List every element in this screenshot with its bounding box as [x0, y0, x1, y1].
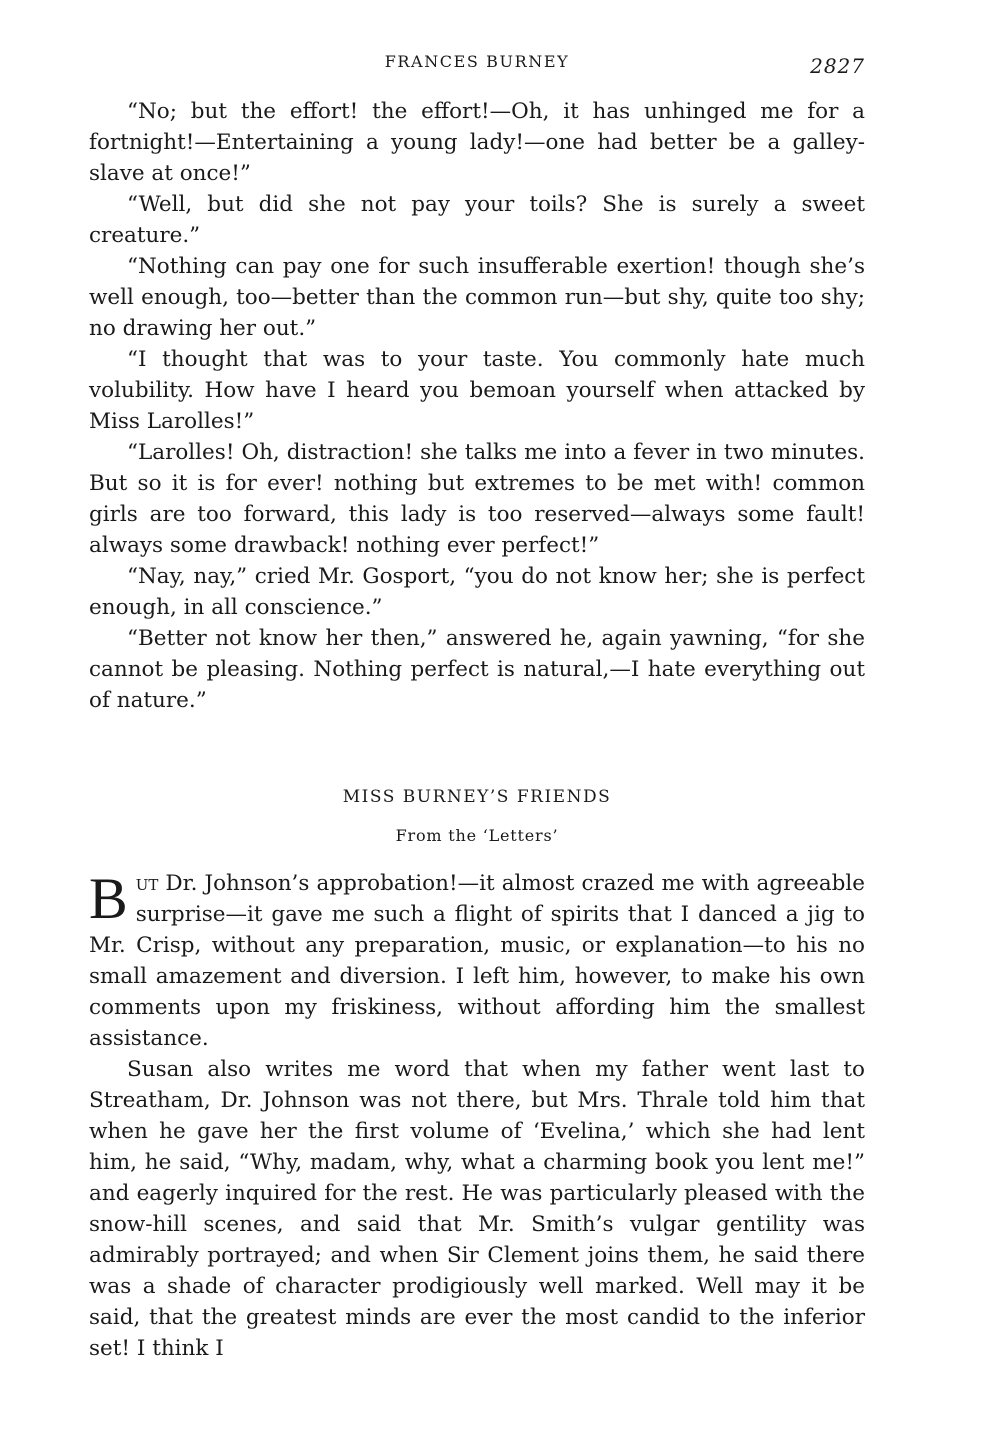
paragraph: “I thought that was to your taste. You commonly hate much volubility. How have I heard you bemoan yourself when attacked by Miss Larolles!”: [89, 347, 865, 434]
paragraph: Susan also writes me word that when my father went last to Streatham, Dr. Johnson was not there, but Mrs. Thrale told him that when he gave her the first volume of ‘Evelina,’ which she had lent him, he said, “Why, madam, why, what a charming book you lent me!” and eagerly inquired for the rest. He was particularly pleased with the snow-hill scenes, and said that Mr. Smith’s vulgar gentility was admirably portrayed; and when Sir Clement joins them, he said there was a shade of character prodigiously well marked. Well may it be said, that the greatest minds are ever the most candid to the inferior set! I think I: [89, 1057, 865, 1361]
first-word-rest: ut: [135, 871, 159, 896]
page-number: 2827: [810, 54, 865, 78]
first-paragraph: [89, 868, 865, 1054]
section-title: MISS BURNEY’S FRIENDS: [342, 787, 612, 807]
letters-text: [89, 868, 865, 1364]
paragraph: “Larolles! Oh, distraction! she talks me into a fever in two minutes. But so it is for ever! nothing but extremes to be met with! common girls are too forward, this lady is too reserved—always some fault! always some drawback! nothing ever perfect!”: [89, 440, 865, 558]
paragraph: “Well, but did she not pay your toils? She is surely a sweet creature.”: [89, 192, 865, 248]
first-paragraph-text: Dr. Johnson’s approbation!—it almost crazed me with agreeable surprise—it gave me such a flight of spirits that I danced a jig to Mr. Crisp, without any preparation, music, or explanation—to his no small amazement and diversion. I left him, however, to make his own comments upon my friskiness, without affording him the smallest assistance.: [89, 871, 865, 1051]
drop-cap: B: [89, 866, 128, 931]
running-head: [89, 52, 865, 76]
section-subtitle: From the ‘Letters’: [395, 826, 559, 845]
paragraph: “Nay, nay,” cried Mr. Gosport, “you do not know her; she is perfect enough, in all conscience.”: [89, 564, 865, 620]
running-title: FRANCES BURNEY: [384, 52, 570, 71]
dialogue-text: [89, 96, 865, 716]
paragraph: “Better not know her then,” answered he, again yawning, “for she cannot be pleasing. Nothing perfect is natural,—I hate everything out of nature.”: [89, 626, 865, 713]
paragraph: “Nothing can pay one for such insufferable exertion! though she’s well enough, too—better than the common run—but shy, quite too shy; no drawing her out.”: [89, 254, 865, 341]
paragraph: “No; but the effort! the effort!—Oh, it has unhinged me for a fortnight!—Entertaining a young lady!—one had better be a galley-slave at once!”: [89, 99, 865, 186]
